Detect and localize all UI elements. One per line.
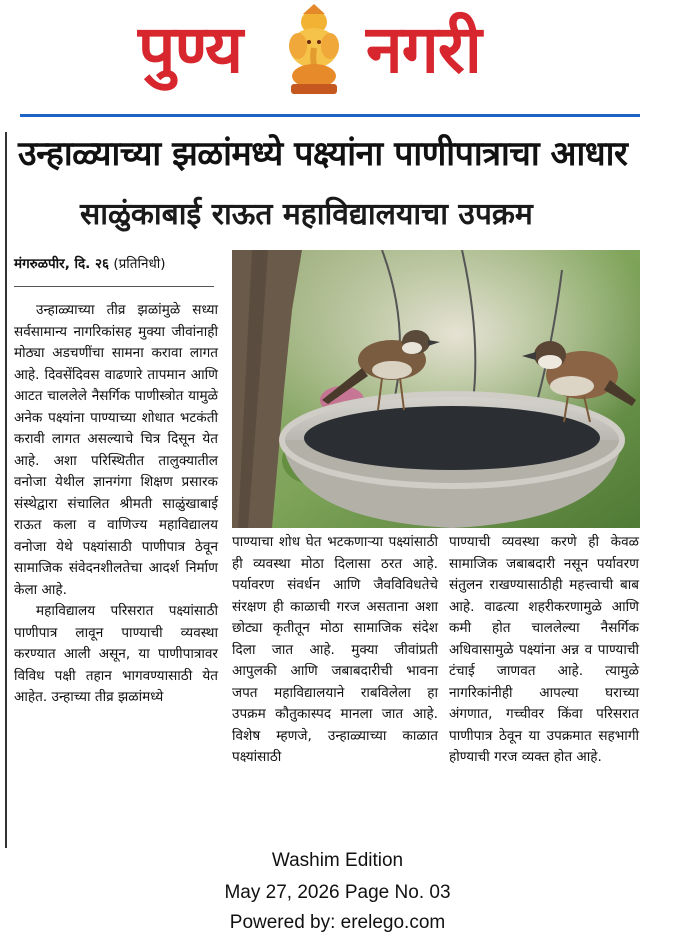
masthead-divider: [20, 114, 640, 117]
article-column-1: [14, 300, 218, 709]
powered-by-label: Powered by: erelego.com: [229, 912, 446, 933]
article-dateline: [14, 254, 166, 272]
article-paragraph: उन्हाळ्याच्या तीव्र झळांमुळे सध्या सर्वसामान्य नागरिकांसह मुक्या जीवांनाही मोठ्या अडचणींचा सामना करावा लागत आहे. दिवसेंदिवस वाढणारे तापमान आणि आटत चाललेले नैसर्गिक पाणीस्त्रोत यामुळे अनेक पक्ष्यांना पाण्याच्या शोधात भटकंती करावी लागत असल्याचे चित्र दिसून येत आहे. अशा परिस्थितीत तालुक्यातील वनोजा येथील ज्ञानगंगा शिक्षण प्रसारक संस्थेद्वारा संचालित श्रीमती साळुंखाबाई राऊत कला व वाणिज्य महाविद्यालय वनोजा येथे पक्ष्यांसाठी पाणीपात्र ठेवून सामाजिक संवेदनशीलतेचा आदर्श निर्माण केला आहे.: [14, 302, 218, 598]
date-page-label: May 27, 2026 Page No. 03: [224, 882, 451, 903]
article-column-3: [449, 532, 639, 769]
article-left-border: [5, 132, 7, 848]
article-column-2: [232, 532, 438, 769]
masthead-title-left: पुण्य: [138, 11, 243, 88]
article-paragraph: महाविद्यालय परिसरात पक्ष्यांसाठी पाणीपात्र लावून पाण्याची व्यवस्था करण्यात आली असून, या पाणीपात्रावर विविध पक्षी तहान भागवण्यासाठी येत आहेत. उन्हाच्या तीव्र झळांमध्ये: [14, 603, 218, 705]
article-paragraph: पाण्याची व्यवस्था करणे ही केवळ सामाजिक जबाबदारी नसून पर्यावरण संतुलन राखण्यासाठीही महत्त्वाची बाब आहे. वाढत्या शहरीकरणामुळे आणि कमी होत चाललेल्या नैसर्गिक अधिवासामुळे पक्ष्यांना अन्न व पाण्याची टंचाई जाणवत आहे. त्यामुळे नागरिकांनीही आपल्या घराच्या अंगणात, गच्चीवर किंवा परिसरात पाणीपात्र ठेवून या उपक्रमात सहभागी होण्याची गरज व्यक्त होत आहे.: [449, 534, 639, 765]
article-paragraph: पाण्याचा शोध घेत भटकणाऱ्या पक्ष्यांसाठी ही व्यवस्था मोठा दिलासा ठरत आहे. पर्यावरण संवर्धन आणि जैवविविधतेचे संरक्षण ही काळाची गरज असताना अशा छोट्या कृतीतून मोठा सामाजिक संदेश दिला जात आहे. मुक्या जीवांप्रती आपुलकी आणि जबाबदारीची भावना जपत महाविद्यालयाने राबविलेला हा उपक्रम कौतुकास्पद मानला जात आहे. विशेष म्हणजे, उन्हाळ्याच्या काळात पक्ष्यांसाठी: [232, 534, 438, 765]
news-article: [0, 124, 675, 840]
masthead: [0, 0, 675, 112]
sparrows-on-water-bowl-photo: [232, 250, 640, 528]
ganesha-emblem-icon: [281, 4, 347, 100]
dateline-place: मंगरुळपीर, दि. २६: [14, 256, 110, 272]
dateline-rule: [14, 286, 214, 287]
article-headline: उन्हाळ्याच्या झळांमध्ये पक्ष्यांना पाणीपात्राचा आधार: [18, 134, 628, 174]
edition-label: Washim Edition: [271, 850, 404, 871]
article-subheadline: साळुंकाबाई राऊत महाविद्यालयाचा उपक्रम: [80, 197, 533, 232]
dateline-source: (प्रतिनिधी): [109, 256, 166, 272]
masthead-title-right: नगरी: [366, 11, 481, 88]
